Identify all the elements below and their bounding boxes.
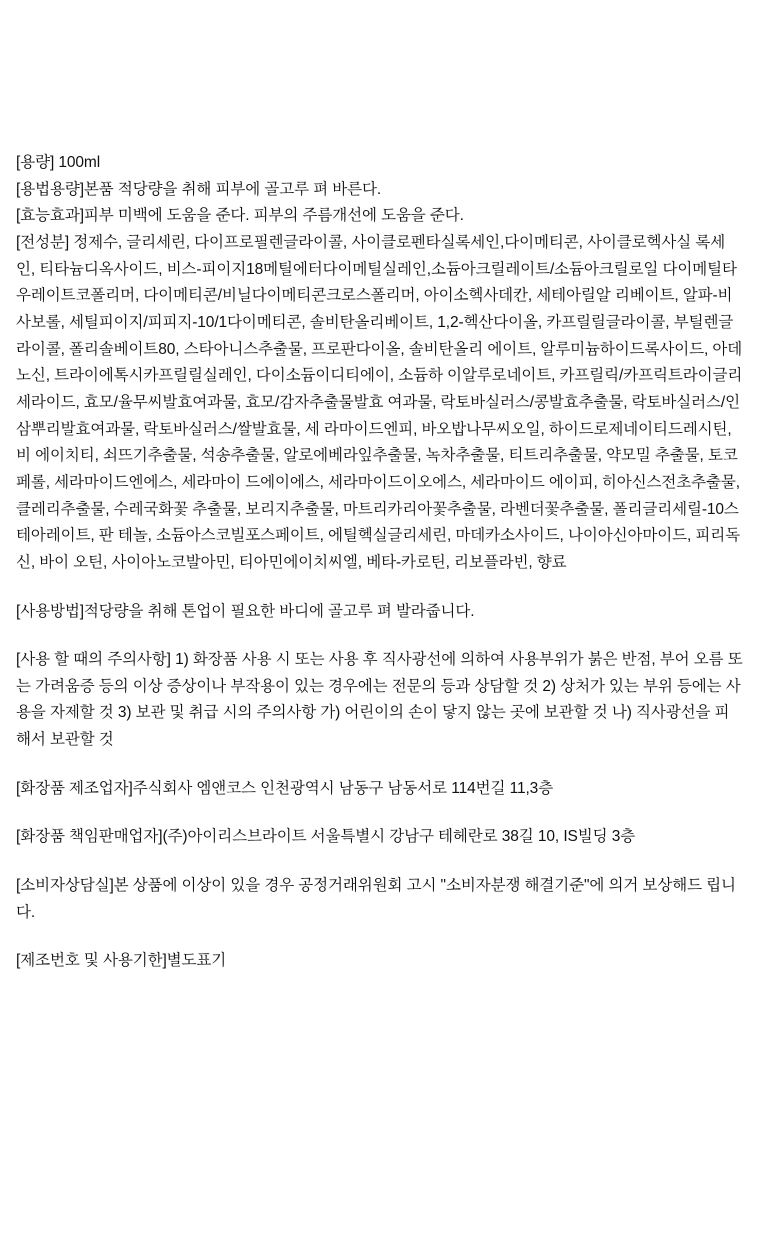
spacer [16,625,744,647]
spacer [16,754,744,776]
section-manufacturer: [화장품 제조업자]주식회사 엠앤코스 인천광역시 남동구 남동서로 114번길 11,3층 [16,779,554,797]
spacer [16,802,744,824]
spacer [16,577,744,599]
section-consumer-support: [소비자상담실]본 상품에 이상이 있을 경우 공정거래위원회 고시 "소비자분쟁 해결기준"에 의거 보상해드 립니다. [16,877,736,921]
section-lot-and-expiry: [제조번호 및 사용기한]별도표기 [16,952,227,970]
section-volume: [용량] 100ml [16,154,101,171]
spacer [16,926,744,948]
section-efficacy: [효능효과]피부 미백에 도움을 준다. 피부의 주름개선에 도움을 준다. [16,207,464,225]
section-precautions: [사용 할 때의 주의사항] 1) 화장품 사용 시 또는 사용 후 직사광선에 의하여 사용부위가 붉은 반점, 부어 오름 또는 가려움증 등의 이상 증상이나 부작용이 있는 경우에는 전문의 등과 상담할 것 2) 상처가 있는 부위 등에는 사용을 자제할 것 3) 보관 및 취급 시의 주의사항 가) 어린이의 손이 닿지 않는 곳에 보관할 것 나) 직사광선을 피해서 보관할 것 [16,651,743,749]
section-usage-directions: [용법용량]본품 적당량을 취해 피부에 골고루 펴 바른다. [16,180,382,198]
section-distributor: [화장품 책임판매업자](주)아이리스브라이트 서울특별시 강남구 테헤란로 38길 10, IS빌딩 3층 [16,828,636,846]
spacer [16,851,744,873]
section-how-to-use: [사용방법]적당량을 취해 톤업이 필요한 바디에 골고루 펴 발라줍니다. [16,602,475,620]
section-ingredients: [전성분] 정제수, 글리세린, 다이프로필렌글라이콜, 사이클로펜타실록세인,다이메티콘, 사이클로헥사실 록세인, 티타늄디옥사이드, 비스-피이지18메틸에터다이메틸실레인,소듐아크릴레이트/소듐아크릴로일 다이메틸타우레이트코폴리머, 다이메티콘/비닐다이메티콘크로스폴리머, 아이소헥사데칸, 세테아릴알 리베이트, 알파-비사보롤, 세틸피이지/피피지-10/1다이메티콘, 솔비탄올리베이트, 1,2-헥산다이올, 카프릴릴글라이콜, 부틸렌글라이콜, 폴리솔베이트80, 스타아니스추출물, 프로판다이올, 솔비탄올리 에이트, 알루미늄하이드록사이드, 아데노신, 트라이에톡시카프릴릴실레인, 다이소듐이디티에이, 소듐하 이알루로네이트, 카프릴릭/카프릭트라이글리세라이드, 효모/율무씨발효여과물, 효모/감자추출물발효 여과물, 락토바실러스/콩발효추출물, 락토바실러스/인삼뿌리발효여과물, 락토바실러스/쌀발효물, 세 라마이드엔피, 바오밥나무씨오일, 하이드로제네이티드레시틴, 비 에이치티, 쇠뜨기추출물, 석송추출물, 알로에베라잎추출물, 녹차추출물, 티트리추출물, 약모밀 추출물, 토코페롤, 세라마이드엔에스, 세라마이 드에이에스, 세라마이드이오에스, 세라마이드 에이피, 히아신스전초추출물, 클레리추출물, 수레국화꽃 추출물, 보리지추출물, 마트리카리아꽃추출물, 라벤더꽃추출물, 폴리글리세릴-10스테아레이트, 판 테놀, 소듐아스코빌포스페이트, 에틸헥실글리세린, 마데카소사이드, 나이아신아마이드, 피리독신, 바이 오틴, 사이아노코발아민, 티아민에이치씨엘, 베타-카로틴, 리보플라빈, 향료 [16,233,743,571]
